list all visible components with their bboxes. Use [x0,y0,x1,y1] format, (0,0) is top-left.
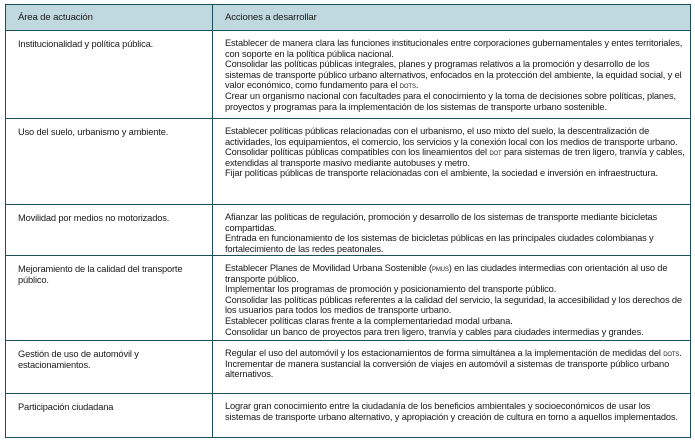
area-cell: Participación ciudadana [6,394,213,437]
action-item: Implementar los programas de promoción y posicionamiento del transporte público. [225,284,557,295]
acronym: dots [663,348,680,358]
area-cell: Uso del suelo, urbanismo y ambiente. [6,119,213,204]
table-row [6,393,690,437]
action-item: Entrada en funcionamiento de los sistemas de bicicletas públicas en las principales ciudades colombianas y fortalecimiento de las redes peatonales. [225,233,654,254]
action-item: Establecer políticas claras frente a la complementariedad modal urbana. [225,315,513,326]
actions-table [5,4,691,438]
actions-cell [213,256,690,340]
area-cell: Institucionalidad y política pública. [6,31,213,118]
acronym: dots [399,80,416,91]
action-item: Establecer de manera clara las funciones institucionales entre corporaciones gubernamentales y entes territoriales, con soporte en la política pública nacional. [225,38,683,59]
action-item: Consolidar un banco de proyectos para tren ligero, tranvía y cables para ciudades intermedias y grandes. [225,326,644,337]
header-area: Área de actuación [6,5,213,30]
actions-cell [213,205,690,255]
table-header-row [6,5,690,30]
action-item: Establecer Planes de Movilidad Urbana Sostenible (pmus) en las ciudades intermedias con orientación al uso de transporte público. [225,263,668,284]
area-cell: Mejoramiento de la calidad del transporte público. [6,256,213,340]
action-item: Consolidar las políticas públicas integrales, planes y programas relativos a la promoción y desarrollo de los sistemas de transporte público urbano alternativos, enfocados en la protección del ambiente, la equidad social, y el valor económico, como fundamento para el dots. [225,59,682,91]
action-item: Regular el uso del automóvil y los estacionamientos de forma simultánea a la implementación de medidas del dots. [225,348,682,358]
table-row [6,204,690,255]
header-actions: Acciones a desarrollar [225,12,317,23]
action-item: Lograr gran conocimiento entre la ciudadanía de los beneficios ambientales y socioeconómicos de usar los sistemas de transporte urbano alternativo, y apropiación y creación de cultura en torno a aquellos implementados. [225,401,678,422]
actions-cell [213,341,690,393]
table-row [6,30,690,118]
action-item: Crear un organismo nacional con facultades para el conocimiento y la toma de decisiones sobre políticas, planes, proyectos y programas para la implementación de los sistemas de transporte urbano sostenible. [225,90,676,112]
area-cell: Gestión de uso de automóvil y estacionamientos. [6,341,213,393]
table-row [6,255,690,340]
table-row [6,118,690,204]
action-item: Fijar políticas públicas de transporte relacionadas con el ambiente, la sociedad e inversión en infraestructura. [225,168,658,179]
action-item: Consolidar políticas públicas compatibles con los lineamientos del dot para sistemas de tren ligero, tranvía y cables, extendidas al transporte masivo mediante autobuses y metro. [225,147,685,168]
acronym: dot [489,147,502,158]
action-item: Incrementar de manera sustancial la conversión de viajes en automóvil a sistemas de transporte público urbano alternativos. [225,358,670,380]
acronym: pmus [431,263,449,273]
action-item: Establecer políticas públicas relacionadas con el urbanismo, el uso mixto del suelo, la descentralización de actividades, los equipamientos, el comercio, los servicios y la conexión local con los medios de transporte urbano. [225,126,678,147]
actions-cell [213,119,690,204]
area-cell: Movilidad por medios no motorizados. [6,205,213,255]
action-item: Afianzar las políticas de regulación, promoción y desarrollo de los sistemas de transporte mediante bicicletas compartidas. [225,212,658,233]
actions-cell [213,31,690,118]
action-item: Consolidar las políticas públicas referentes a la calidad del servicio, la seguridad, la accesibilidad y los derechos de los usuarios para todos los medios de transporte urbano. [225,294,682,316]
table-row [6,340,690,393]
actions-cell [213,394,690,437]
